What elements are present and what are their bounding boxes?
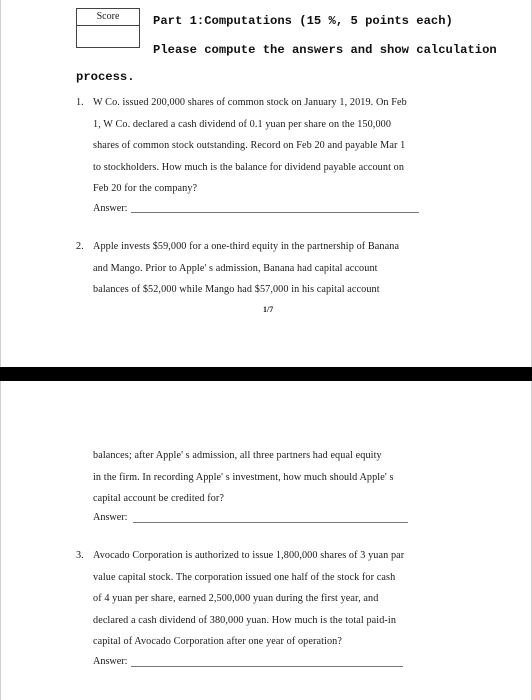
score-label: Score: [77, 9, 139, 26]
question-3-text: [93, 545, 404, 653]
question-1-answer-label: Answer:: [93, 203, 128, 214]
question-2-line: in the firm. In recording Apple' s investment, how much should Apple' s: [93, 471, 394, 483]
question-1-text: [93, 92, 407, 200]
question-2-answer-label: Answer:: [93, 512, 128, 523]
question-3-line: capital of Avocado Corporation after one year of operation?: [93, 636, 342, 647]
instruction-line-1: Please compute the answers and show calculation: [153, 43, 497, 57]
page-number: 1/7: [263, 305, 274, 314]
question-3-answer-line[interactable]: [131, 666, 403, 667]
page-2: [0, 381, 532, 700]
instruction-line-2: process.: [76, 70, 135, 84]
question-2-line: balances of $52,000 while Mango had $57,000 in his capital account: [93, 284, 380, 295]
page-separator: [0, 367, 532, 381]
question-1-line: to stockholders. How much is the balance for dividend payable account on: [93, 161, 405, 173]
question-2-text-part2: [93, 445, 394, 510]
question-1-line: W Co. issued 200,000 shares of common stock on January 1, 2019. On Feb: [93, 97, 407, 108]
question-3-number: 3.: [76, 550, 84, 561]
question-3-line: value capital stock. The corporation issued one half of the stock for cash: [93, 571, 396, 583]
part-title: Part 1:Computations (15 %, 5 points each): [153, 14, 453, 28]
question-1-line: shares of common stock outstanding. Record on Feb 20 and payable Mar 1: [93, 140, 406, 151]
question-3-answer-label: Answer:: [93, 656, 128, 667]
question-3-line: Avocado Corporation is authorized to issue 1,800,000 shares of 3 yuan par: [93, 550, 405, 561]
question-2-line: and Mango. Prior to Apple' s admission, Banana had capital account: [93, 262, 378, 274]
question-1-number: 1.: [76, 97, 84, 108]
question-2-line: capital account be credited for?: [93, 493, 225, 504]
question-3-line: of 4 yuan per share, earned 2,500,000 yuan during the first year, and: [93, 593, 379, 604]
question-2-line: Apple invests $59,000 for a one-third equity in the partnership of Banana: [93, 241, 400, 252]
question-1-line: Feb 20 for the company?: [93, 183, 198, 194]
question-1-answer-line[interactable]: [131, 212, 419, 213]
question-2-number: 2.: [76, 241, 84, 252]
question-2-line: balances; after Apple' s admission, all three partners had equal equity: [93, 450, 382, 461]
question-2-text-part1: [93, 236, 399, 301]
score-box: [76, 8, 140, 48]
question-3-line: declared a cash dividend of 380,000 yuan. How much is the total paid-in: [93, 614, 397, 626]
question-2-answer-line[interactable]: [133, 522, 408, 523]
question-1-line: 1, W Co. declared a cash dividend of 0.1 yuan per share on the 150,000: [93, 118, 392, 130]
